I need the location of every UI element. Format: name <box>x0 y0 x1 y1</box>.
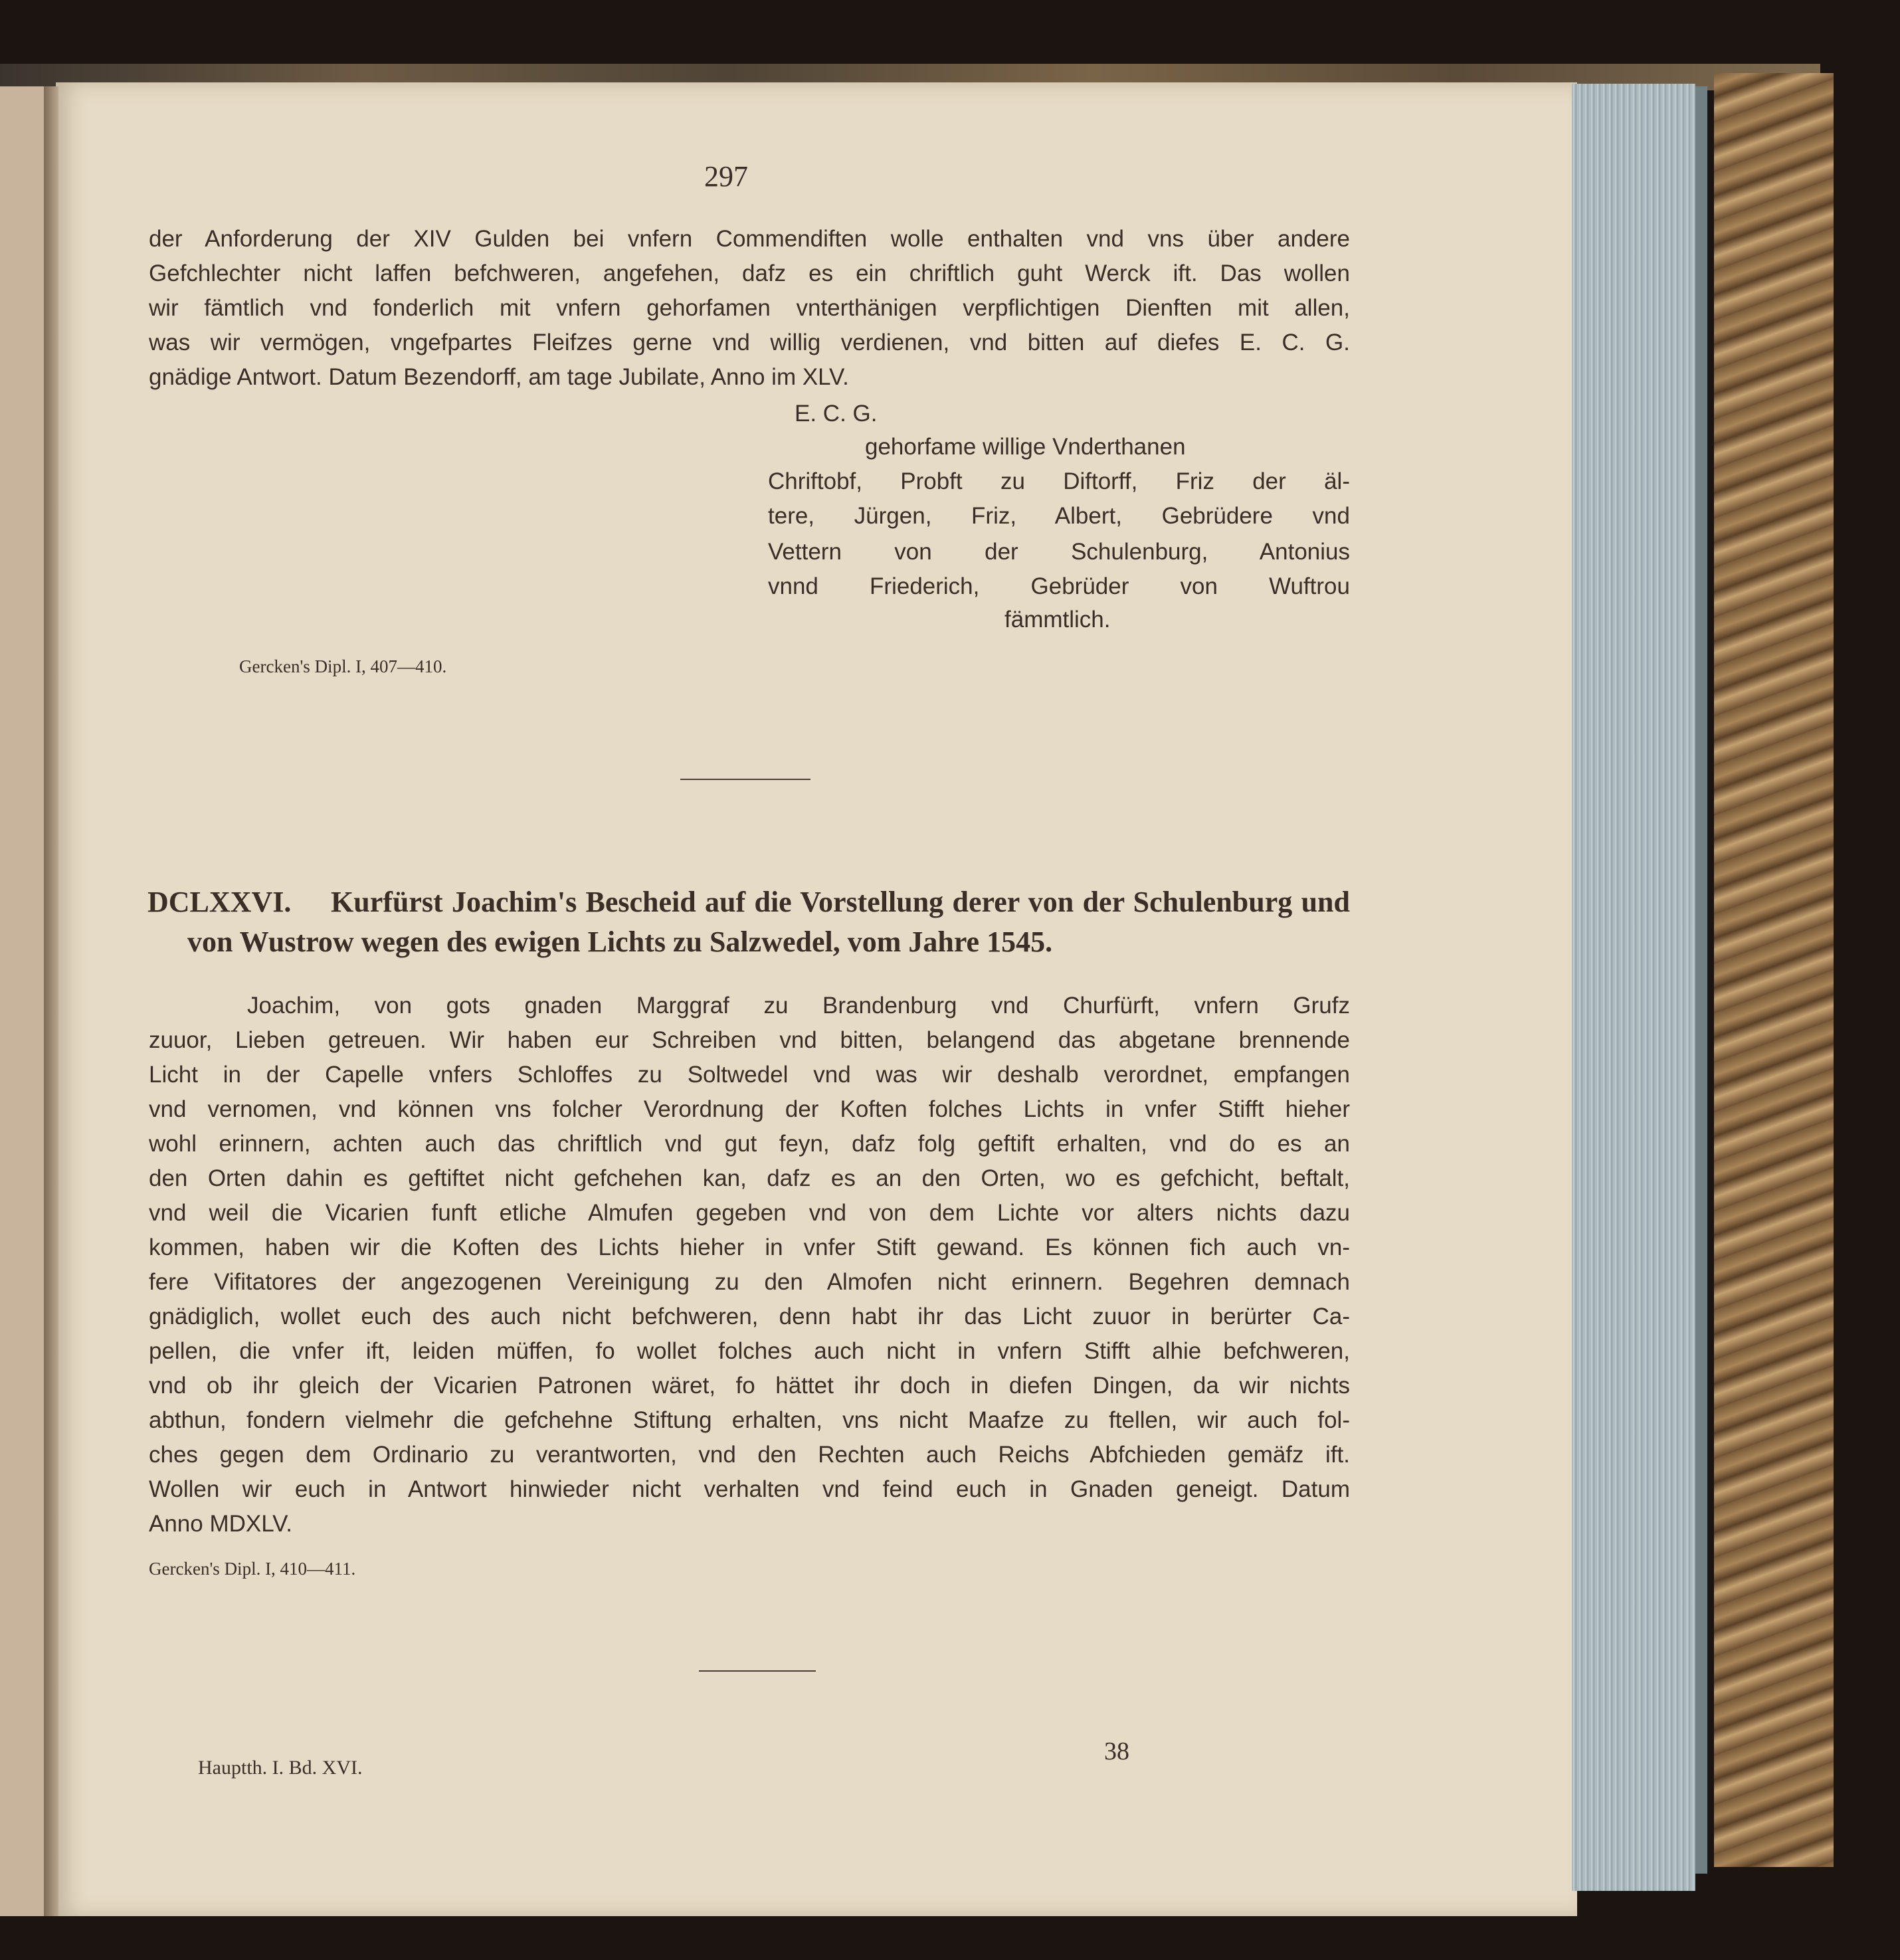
signature-line: Vettern von der Schulenburg, Antonius <box>768 539 1350 565</box>
left-page-edge <box>0 86 48 1920</box>
signature-line: vnnd Friederich, Gebrüder von Wuftrou <box>768 573 1350 599</box>
footer-volume: Hauptth. I. Bd. XVI. <box>198 1757 363 1779</box>
text-line: Gefchlechter nicht laffen befchweren, angefehen, dafz es ein chriftlich guht Werck ift. Das wollen <box>149 260 1350 286</box>
text-line: Joachim, von gots gnaden Marggraf zu Brandenburg vnd Churfürft, vnfern Grufz <box>247 993 1350 1019</box>
text-line: der Anforderung der XIV Gulden bei vnfern Commendiften wolle enthalten vnd vns über andere <box>149 226 1350 252</box>
text-line: Licht in der Capelle vnfers Schloffes zu Soltwedel vnd was wir deshalb verordnet, empfangen <box>149 1062 1350 1088</box>
text-line: Wollen wir euch in Antwort hinwieder nicht verhalten vnd feind euch in Gnaden geneigt. Datum <box>149 1476 1350 1502</box>
text-line: fere Vifitatores der angezogenen Vereinigung zu den Almofen nicht erinnern. Begehren demnach <box>149 1269 1350 1295</box>
text-line: was wir vermögen, vngefpartes Fleifzes gerne vnd willig verdienen, vnd bitten auf diefes E. C. G. <box>149 330 1350 355</box>
signature-salutation: E. C. G. <box>795 401 878 427</box>
text-line: vnd weil die Vicarien funft etliche Almufen gegeben vnd von dem Lichte vor alters nichts dazu <box>149 1200 1350 1226</box>
text-line: pellen, die vnfer ift, leiden müffen, fo wollet folches auch nicht in vnfern Stifft alhie befchweren, <box>149 1338 1350 1364</box>
section-divider <box>680 779 810 780</box>
signature-line: gehorfame willige Vnderthanen <box>865 434 1186 460</box>
text-line: kommen, haben wir die Koften des Lichts hieher in vnfer Stift gewand. Es können fich auch vn- <box>149 1234 1350 1260</box>
source-citation: Gercken's Dipl. I, 410—411. <box>149 1559 356 1579</box>
source-citation: Gercken's Dipl. I, 407—410. <box>239 656 447 676</box>
document-number: DCLXXVI. <box>147 886 292 918</box>
signature-mark: 38 <box>1104 1737 1129 1765</box>
document-heading: Kurfürst Joachim's Bescheid auf die Vorstellung derer von der Schulenburg und <box>331 886 1350 918</box>
text-line: gnädige Antwort. Datum Bezendorff, am tage Jubilate, Anno im XLV. <box>149 364 849 390</box>
text-line: vnd ob ihr gleich der Vicarien Patronen wäret, fo hättet ihr doch in diefen Dingen, da wir nichts <box>149 1373 1350 1399</box>
text-line: abthun, fondern vielmehr die gefchehne Stiftung erhalten, vns nicht Maafze zu ftellen, wir auch fol- <box>149 1407 1350 1433</box>
section-divider <box>699 1670 816 1672</box>
background <box>0 1916 1900 1960</box>
text-line: gnädiglich, wollet euch des auch nicht befchweren, denn habt ihr das Licht zuuor in berürter Ca- <box>149 1304 1350 1329</box>
text-line: Anno MDXLV. <box>149 1511 292 1537</box>
book-cover-right <box>1714 73 1834 1867</box>
signature-line: tere, Jürgen, Friz, Albert, Gebrüdere vnd <box>768 503 1350 529</box>
text-line: wir fämtlich vnd fonderlich mit vnfern gehorfamen vnterthänigen verpflichtigen Dienften mit allen, <box>149 295 1350 321</box>
text-line: den Orten dahin es geftiftet nicht gefchehen kan, dafz es an den Orten, wo es gefchicht, beftalt, <box>149 1165 1350 1191</box>
gutter <box>44 86 58 1920</box>
text-line: ches gegen dem Ordinario zu verantworten, vnd den Rechten auch Reichs Abfchieden gemäfz ift. <box>149 1442 1350 1468</box>
text-line: vnd vernomen, vnd können vns folcher Verordnung der Koften folches Lichts in vnfer Stifft hieher <box>149 1096 1350 1122</box>
page-edges <box>1572 84 1695 1891</box>
page-number: 297 <box>704 160 748 193</box>
signature-line: Chriftobf, Probft zu Diftorff, Friz der äl- <box>768 468 1350 494</box>
document-heading: von Wustrow wegen des ewigen Lichts zu Salzwedel, vom Jahre 1545. <box>187 926 1053 958</box>
text-line: zuuor, Lieben getreuen. Wir haben eur Schreiben vnd bitten, belangend das abgetane brennende <box>149 1027 1350 1053</box>
text-line: wohl erinnern, achten auch das chriftlich vnd gut feyn, dafz folg geftift erhalten, vnd do es an <box>149 1131 1350 1157</box>
signature-line: fämmtlich. <box>1004 607 1111 633</box>
